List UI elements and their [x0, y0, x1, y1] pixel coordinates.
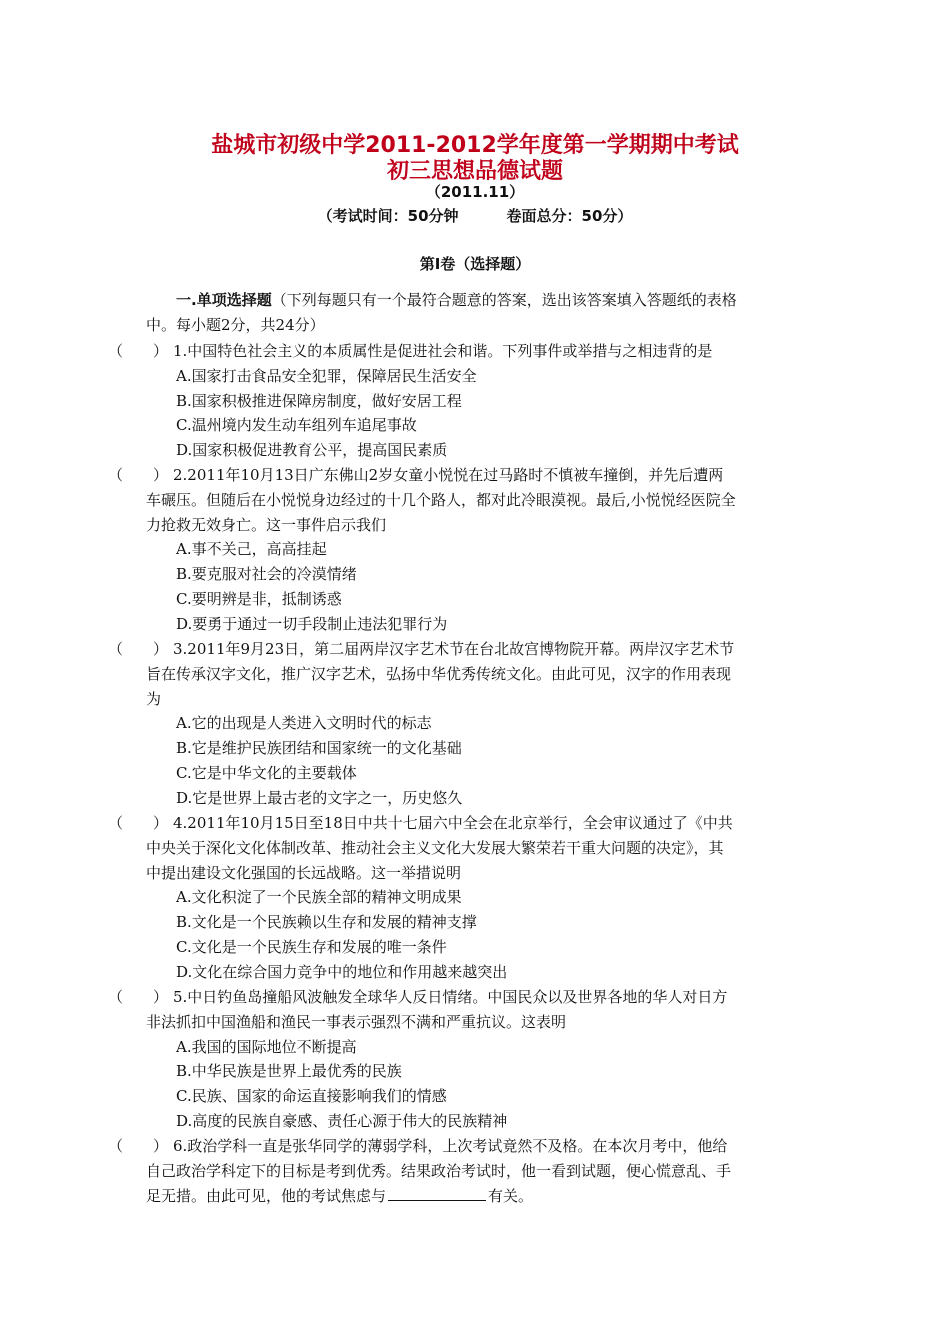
answer-option: A.它的出现是人类进入文明时代的标志 — [176, 714, 432, 733]
question-stem-line: 1.中国特色社会主义的本质属性是促进社会和谐。下列事件或举措与之相违背的是 — [173, 342, 713, 360]
answer-option: B.文化是一个民族赖以生存和发展的精神支撑 — [176, 913, 477, 932]
instructions-line1: 一.单项选择题（下列每题只有一个最符合题意的答案，选出该答案填入答题纸的表格 — [176, 291, 737, 309]
answer-option: B.中华民族是世界上最优秀的民族 — [176, 1062, 402, 1081]
question-stem-line: 中央关于深化文化体制改革、推动社会主义文化大发展大繁荣若干重大问题的决定》，其 — [146, 838, 724, 857]
answer-blank-paren: （ ） — [108, 988, 169, 1006]
answer-option: D.国家积极促进教育公平，提高国民素质 — [176, 441, 448, 460]
answer-option: A.我国的国际地位不断提高 — [176, 1037, 357, 1056]
question-stem-line — [146, 1186, 533, 1206]
answer-option: C.它是中华文化的主要载体 — [176, 764, 357, 782]
stem-text: 有关。 — [488, 1186, 534, 1205]
answer-blank-paren: （ ） — [108, 342, 169, 360]
exam-info — [0, 205, 950, 226]
total-score: 卷面总分：50分） — [506, 207, 633, 225]
answer-option: C.温州境内发生动车组列车追尾事故 — [176, 416, 417, 435]
question-stem-line: 非法抓扣中国渔船和渔民一事表示强烈不满和严重抗议。这表明 — [146, 1012, 567, 1031]
question-stem-line: 3.2011年9月23日，第二届两岸汉字艺术节在台北故宫博物院开幕。两岸汉字艺术节 — [173, 640, 735, 658]
question-stem-line: 中提出建设文化强国的长远战略。这一举措说明 — [146, 863, 462, 882]
answer-blank-paren: （ ） — [108, 1137, 169, 1155]
answer-option: D.文化在综合国力竞争中的地位和作用越来越突出 — [176, 962, 508, 981]
question-stem-line: 6.政治学科一直是张华同学的薄弱学科，上次考试竟然不及格。在本次月考中，他给 — [173, 1137, 728, 1155]
answer-option: D.它是世界上最古老的文字之一，历史悠久 — [176, 788, 463, 807]
question-stem-line: 自己政治学科定下的目标是考到优秀。结果政治考试时，他一看到试题，便心慌意乱、手 — [146, 1161, 732, 1180]
answer-option: A.文化积淀了一个民族全部的精神文明成果 — [176, 888, 462, 907]
question-stem-line: 车碾压。但随后在小悦悦身边经过的十几个路人，都对此冷眼漠视。最后,小悦悦经医院全 — [146, 490, 736, 509]
answer-option: A.国家打击食品安全犯罪，保障居民生活安全 — [176, 366, 477, 385]
fill-in-blank — [388, 1186, 486, 1201]
answer-option: B.要克服对社会的冷漠情绪 — [176, 565, 357, 584]
question-stem-line: 力抢救无效身亡。这一事件启示我们 — [146, 515, 387, 534]
answer-option: B.国家积极推进保障房制度，做好安居工程 — [176, 391, 462, 410]
instructions-head: 一.单项选择题 — [176, 291, 272, 309]
instructions-line2: 中。每小题2分，共24分） — [146, 316, 325, 334]
answer-blank-paren: （ ） — [108, 814, 169, 832]
answer-option: C.要明辨是非，抵制诱惑 — [176, 590, 342, 608]
stem-text: 足无措。由此可见，他的考试焦虑与 — [146, 1186, 387, 1205]
answer-option: C.文化是一个民族生存和发展的唯一条件 — [176, 938, 447, 956]
answer-blank-paren: （ ） — [108, 640, 169, 658]
question-stem-line: 旨在传承汉字文化，推广汉字艺术，弘扬中华优秀传统文化。由此可见，汉字的作用表现 — [146, 664, 732, 683]
question-stem-line: 2.2011年10月13日广东佛山2岁女童小悦悦在过马路时不慎被车撞倒，并先后遭两 — [173, 466, 724, 484]
exam-time: （考试时间：50分钟 — [317, 207, 459, 225]
answer-option: C.民族、国家的命运直接影响我们的情感 — [176, 1087, 447, 1106]
answer-option: D.高度的民族自豪感、责任心源于伟大的民族精神 — [176, 1112, 508, 1130]
answer-option: D.要勇于通过一切手段制止违法犯罪行为 — [176, 614, 448, 633]
exam-date: （2011.11） — [425, 183, 525, 201]
answer-option: B.它是维护民族团结和国家统一的文化基础 — [176, 739, 462, 758]
exam-subtitle: 初三思想品德试题 — [386, 159, 563, 184]
section-title: 第Ⅰ卷（选择题） — [419, 255, 531, 273]
answer-option: A.事不关己，高高挂起 — [176, 540, 327, 559]
answer-blank-paren: （ ） — [108, 466, 169, 484]
exam-title: 盐城市初级中学2011-2012学年度第一学期期中考试 — [211, 133, 739, 158]
question-stem-line: 4.2011年10月15日至18日中共十七届六中全会在北京举行，全会审议通过了《中共 — [173, 814, 733, 832]
question-stem-line: 5.中日钓鱼岛撞船风波触发全球华人反日情绪。中国民众以及世界各地的华人对日方 — [173, 988, 728, 1006]
question-stem-line: 为 — [146, 689, 162, 708]
